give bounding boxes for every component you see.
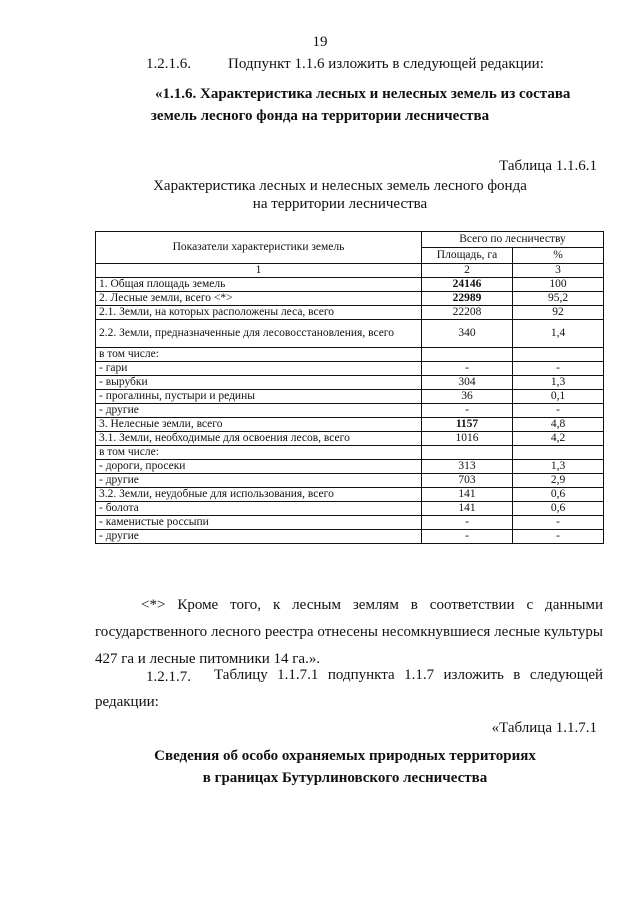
table-row	[96, 404, 604, 418]
row-label: 3. Нелесные земли, всего	[96, 418, 422, 432]
col-number: 2	[422, 264, 513, 278]
row-percent: 1,4	[513, 320, 604, 348]
table-row	[96, 432, 604, 446]
row-area: 340	[422, 320, 513, 348]
table-row	[96, 446, 604, 460]
row-area	[422, 446, 513, 460]
row-percent: -	[513, 516, 604, 530]
header-percent: %	[513, 248, 604, 264]
row-label: - другие	[96, 474, 422, 488]
table-row	[96, 390, 604, 404]
row-percent: 4,8	[513, 418, 604, 432]
table-row	[96, 278, 604, 292]
row-area: 36	[422, 390, 513, 404]
table-row	[96, 502, 604, 516]
row-percent: 95,2	[513, 292, 604, 306]
clause-1216-number: 1.2.1.6.	[146, 56, 191, 72]
row-percent: 0,6	[513, 488, 604, 502]
row-area: -	[422, 362, 513, 376]
header-total: Всего по лесничеству	[422, 232, 604, 248]
row-area: 313	[422, 460, 513, 474]
table-row	[96, 348, 604, 362]
row-label: - прогалины, пустыри и редины	[96, 390, 422, 404]
footnote: <*> Кроме того, к лесным землям в соответствии с данными государственного лесного реестра отнесены несомкнувшиеся лесные культуры 427 га и лесные питомники 14 га.».	[95, 597, 603, 667]
row-percent: 1,3	[513, 376, 604, 390]
row-area: 141	[422, 502, 513, 516]
table2-number: «Таблица 1.1.7.1	[491, 720, 597, 736]
row-area: 1016	[422, 432, 513, 446]
row-percent: 0,6	[513, 502, 604, 516]
land-characteristics-table	[95, 231, 604, 544]
table-row	[96, 306, 604, 320]
row-label: 3.1. Земли, необходимые для освоения лесов, всего	[96, 432, 422, 446]
row-area: 703	[422, 474, 513, 488]
row-percent: -	[513, 530, 604, 544]
row-area: 22208	[422, 306, 513, 320]
table2-heading-line2: в границах Бутурлиновского лесничества	[202, 770, 488, 786]
row-area: 24146	[422, 278, 513, 292]
table-row	[96, 418, 604, 432]
row-area: 141	[422, 488, 513, 502]
row-label: - другие	[96, 404, 422, 418]
col-number: 3	[513, 264, 604, 278]
row-label: 1. Общая площадь земель	[96, 278, 422, 292]
table-row	[96, 376, 604, 390]
row-label: - каменистые россыпи	[96, 516, 422, 530]
row-percent: 0,1	[513, 390, 604, 404]
row-area: 304	[422, 376, 513, 390]
table-row	[96, 460, 604, 474]
table-row	[96, 362, 604, 376]
row-label: 2.1. Земли, на которых расположены леса, всего	[96, 306, 422, 320]
table-row	[96, 320, 604, 348]
row-area: 1157	[422, 418, 513, 432]
clause-1217-number: 1.2.1.7.	[146, 669, 191, 685]
section-heading-line2: земель лесного фонда на территории лесничества	[150, 108, 490, 124]
row-label: в том числе:	[96, 446, 422, 460]
col-number: 1	[96, 264, 422, 278]
row-percent	[513, 348, 604, 362]
row-label: - дороги, просеки	[96, 460, 422, 474]
table-row	[96, 474, 604, 488]
table-row	[96, 292, 604, 306]
row-percent: 92	[513, 306, 604, 320]
table-title-line1: Характеристика лесных и нелесных земель лесного фонда	[153, 178, 527, 194]
row-label: - гари	[96, 362, 422, 376]
row-label: - вырубки	[96, 376, 422, 390]
row-percent: 4,2	[513, 432, 604, 446]
row-label: 3.2. Земли, неудобные для использования, всего	[96, 488, 422, 502]
table2-heading-line1: Сведения об особо охраняемых природных территориях	[154, 748, 536, 764]
table-title-line2: на территории лесничества	[252, 196, 428, 212]
row-label: - болота	[96, 502, 422, 516]
row-label: в том числе:	[96, 348, 422, 362]
table-row	[96, 516, 604, 530]
table-row	[96, 488, 604, 502]
row-label: - другие	[96, 530, 422, 544]
row-area	[422, 348, 513, 362]
clause-1217-text: Таблицу 1.1.7.1 подпункта 1.1.7 изложить в следующей редакции:	[95, 667, 603, 710]
page-number: 19	[312, 34, 328, 50]
section-heading-line1: «1.1.6. Характеристика лесных и нелесных земель из состава	[155, 86, 571, 102]
row-area: 22989	[422, 292, 513, 306]
header-indicator: Показатели характеристики земель	[96, 232, 422, 264]
row-percent: 2,9	[513, 474, 604, 488]
row-area: -	[422, 530, 513, 544]
row-label: 2. Лесные земли, всего <*>	[96, 292, 422, 306]
table-row	[96, 530, 604, 544]
clause-1216-text: Подпункт 1.1.6 изложить в следующей редакции:	[228, 56, 544, 72]
row-area: -	[422, 404, 513, 418]
row-percent	[513, 446, 604, 460]
table-number: Таблица 1.1.6.1	[499, 158, 597, 174]
row-percent: -	[513, 362, 604, 376]
row-percent: -	[513, 404, 604, 418]
row-area: -	[422, 516, 513, 530]
row-percent: 100	[513, 278, 604, 292]
row-label: 2.2. Земли, предназначенные для лесовосстановления, всего	[96, 320, 422, 348]
header-area: Площадь, га	[422, 248, 513, 264]
row-percent: 1,3	[513, 460, 604, 474]
